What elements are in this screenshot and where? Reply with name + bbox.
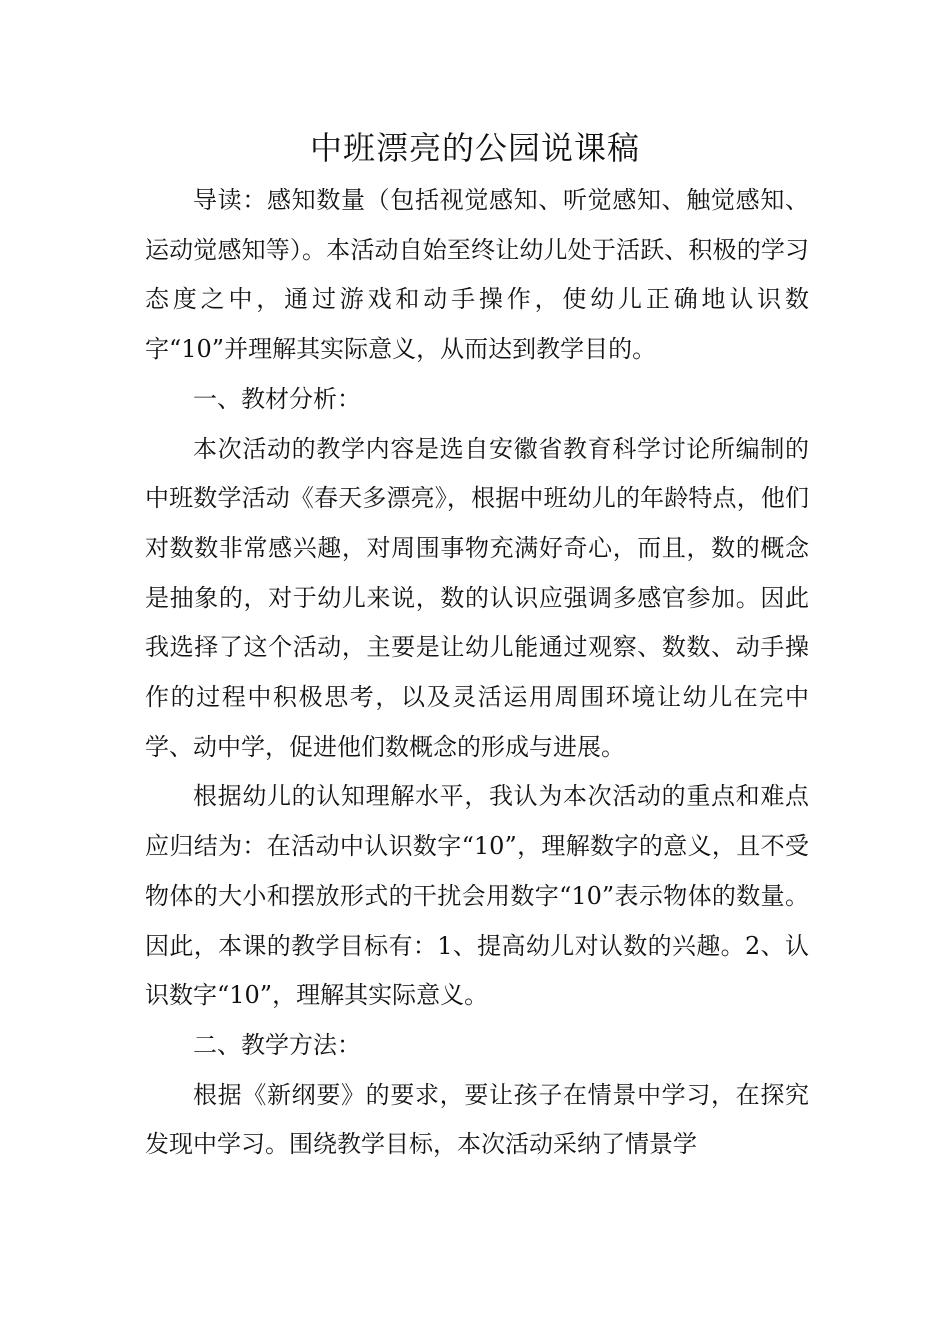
intro-paragraph: 导读：感知数量（包括视觉感知、听觉感知、触觉感知、运动觉感知等）。本活动自始至终让幼儿处于活跃、积极的学习态度之中，通过游戏和动手操作，使幼儿正确地认识数字“10”并理解其实际意义，从而达到教学目的。 — [145, 186, 809, 364]
teaching-methods-paragraph: 根据《新纲要》的要求，要让孩子在情景中学习，在探究发现中学习。围绕教学目标，本次活动采纳了情景学 — [145, 1080, 809, 1159]
key-points-paragraph: 根据幼儿的认知理解水平，我认为本次活动的重点和难点应归结为：在活动中认识数字“10”，理解数字的意义，且不受物体的大小和摆放形式的干扰会用数字“10”表示物体的数量。因此，本课的教学目标有：1、提高幼儿对认数的兴趣。2、认识数字“10”，理解其实际意义。 — [145, 782, 809, 1010]
document-title: 中班漂亮的公园说课稿 — [309, 129, 640, 167]
section-heading-teaching-methods: 二、教学方法： — [193, 1030, 361, 1059]
section-heading-material-analysis: 一、教材分析： — [193, 384, 361, 413]
document-body — [145, 176, 809, 1170]
material-analysis-paragraph: 本次活动的教学内容是选自安徽省教育科学讨论所编制的中班数学活动《春天多漂亮》，根据中班幼儿的年龄特点，他们对数数非常感兴趣，对周围事物充满好奇心，而且，数的概念是抽象的，对于幼儿来说，数的认识应强调多感官参加。因此我选择了这个活动，主要是让幼儿能通过观察、数数、动手操作的过程中积极思考，以及灵活运用周围环境让幼儿在完中学、动中学，促进他们数概念的形成与进展。 — [145, 434, 809, 761]
